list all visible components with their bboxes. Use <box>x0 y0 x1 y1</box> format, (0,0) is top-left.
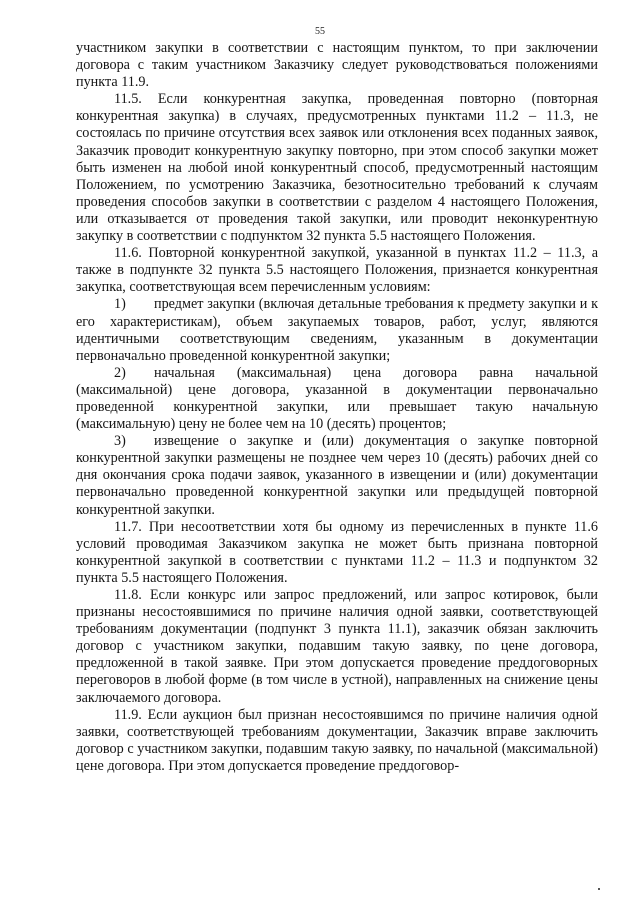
scan-speck <box>598 888 600 890</box>
list-item-text: извещение о закупке и (или) документация о закупке повторной конкурентной закупки размещены не позднее чем через 10 (десять) рабочих дней со дня окончания срока подачи заявок, указанного в извещении и (или) документации первоначально проведенной конкурентной закупки или предыдущей повторной конкурентной закупки. <box>76 433 598 518</box>
list-item <box>76 365 598 433</box>
document-body <box>76 40 598 775</box>
list-item <box>76 433 598 518</box>
paragraph-continuation: участником закупки в соответствии с настоящим пунктом, то при заключении договора с таким участником Заказчику следует руководствоваться положениями пункта 11.9. <box>76 40 598 91</box>
list-item-text: начальная (максимальная) цена договора равна начальной (максимальной) цене договора, указанной в документации первоначально проведенной конкурентной закупки, или превышает такую начальную (максимальную) цену не более чем на 10 (десять) процентов; <box>76 364 598 433</box>
list-item-number: 1) <box>114 296 126 313</box>
paragraph-11-9: 11.9. Если аукцион был признан несостоявшимся по причине наличия одной заявки, соответствующей требованиям документации, Заказчик вправе заключить договор с участником закупки, подавшим такую заявку, по начальной (максимальной) цене договора. При этом допускается проведение преддоговор- <box>76 706 598 774</box>
paragraph-11-5: 11.5. Если конкурентная закупка, проведенная повторно (повторная конкурентная закупка) в случаях, предусмотренных пунктами 11.2 – 11.3, не состоялась по причине отсутствия всех заявок или отклонения всех поданных заявок, Заказчик проводит конкурентную закупку повторно, при этом способ закупки может быть изменен на любой иной конкурентный способ, предусмотренный настоящим Положением, по усмотрению Заказчика, безотносительно требований к случаям проведения способов закупки в соответствии с разделом 4 настоящего Положения, или отказывается от проведения такой закупки, или проводит неконкурентную закупку в соответствии с подпунктом 32 пункта 5.5 настоящего Положения. <box>76 91 598 245</box>
list-item-text: предмет закупки (включая детальные требования к предмету закупки и к его характеристикам), объем закупаемых товаров, работ, услуг, являются идентичными соответствующим сведениям, указанным в документации первоначально проведенной конкурентной закупки; <box>76 296 598 364</box>
paragraph-11-8: 11.8. Если конкурс или запрос предложений, или запрос котировок, были признаны несостоявшимися по причине наличия одной заявки, соответствующей требованиям документации (подпункт 3 пункта 11.1), заказчик обязан заключить договор с участником закупки, подавшим такую заявку, по цене договора, предложенной в такой заявке. При этом допускается проведение преддоговорных переговоров в любой форме (в том числе в устной), направленных на снижение цены заключаемого договора. <box>76 587 598 706</box>
list-item-number: 2) <box>114 364 126 381</box>
paragraph-11-6: 11.6. Повторной конкурентной закупкой, указанной в пунктах 11.2 – 11.3, а также в подпункте 32 пункта 5.5 настоящего Положения, признается конкурентная закупка, соответствующая всем перечисленным условиям: <box>76 245 598 296</box>
list-item <box>76 296 598 364</box>
paragraph-11-7: 11.7. При несоответствии хотя бы одному из перечисленных в пункте 11.6 условий проводимая Заказчиком закупка не может быть признана повторной конкурентной закупкой в соответствии с пунктами 11.2 – 11.3 и подпунктом 32 пункта 5.5 настоящего Положения. <box>76 518 598 586</box>
list-item-number: 3) <box>114 433 126 450</box>
page-number: 55 <box>315 26 325 37</box>
